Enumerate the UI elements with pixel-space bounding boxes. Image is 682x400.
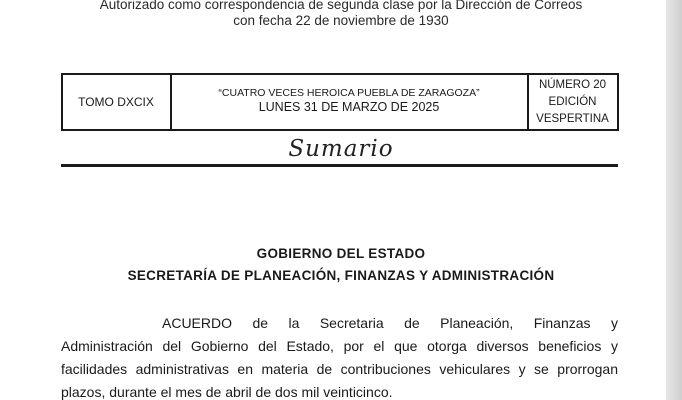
sumario-rule [61, 164, 618, 167]
issue-number: NÚMERO 20 [538, 79, 607, 91]
section-heading-government: GOBIERNO DEL ESTADO [256, 246, 426, 261]
agreement-text-line: plazos, durante el mes de abril de dos mil veinticinco. [61, 384, 393, 400]
section-heading-secretariat: SECRETARÍA DE PLANEACIÓN, FINANZAS Y ADMINISTRACIÓN [127, 268, 555, 283]
sumario-title: Sumario [288, 136, 394, 162]
issue-date: LUNES 31 DE MARZO DE 2025 [258, 100, 440, 114]
edition-type: VESPERTINA [536, 113, 609, 125]
agreement-text-line: ACUERDO de la Secretaria de Planeación, Finanzas y [162, 315, 618, 331]
edition-label: EDICIÓN [548, 96, 597, 108]
screen-edge [666, 0, 682, 400]
authorization-line-2: con fecha 22 de noviembre de 1930 [233, 13, 449, 28]
city-motto: “CUATRO VECES HEROICA PUEBLA DE ZARAGOZA” [218, 87, 480, 99]
agreement-text-line: Administración del Gobierno del Estado, por el que otorga diversos beneficios y [61, 338, 618, 354]
authorization-line-1: Autorizado como correspondencia de segunda clase por la Dirección de Correos [99, 0, 583, 12]
agreement-text-line: facilidades administrativas en materia de contribuciones vehiculares y se prorrogan [61, 361, 618, 377]
masthead-bottom-rule [61, 129, 618, 131]
tomo-label: TOMO DXCIX [78, 95, 154, 109]
masthead-top-rule [61, 73, 618, 75]
masthead-divider [617, 73, 619, 131]
